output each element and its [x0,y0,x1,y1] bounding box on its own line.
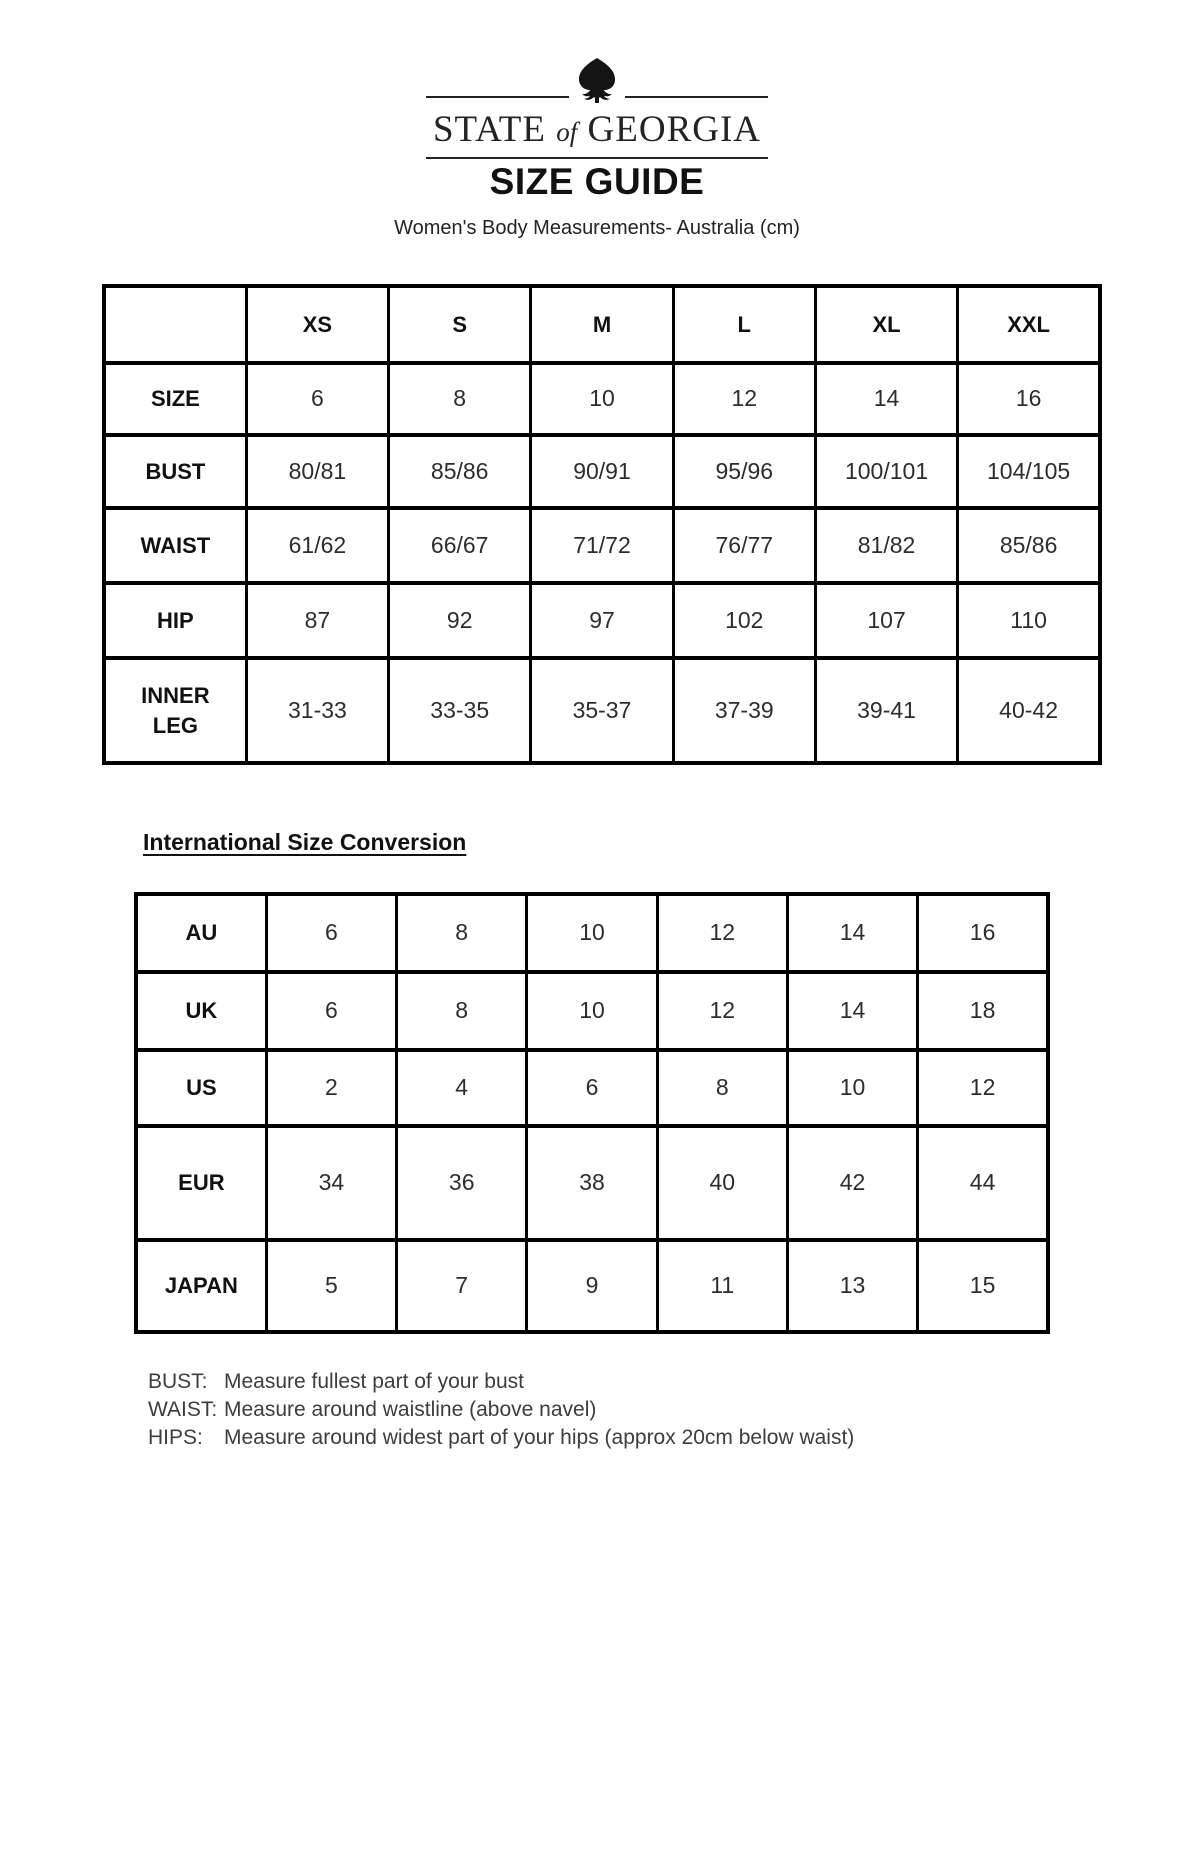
table-cell: 2 [266,1050,396,1126]
table-cell: 6 [266,972,396,1050]
table-cell: 110 [958,583,1100,658]
table-cell: 14 [787,894,917,972]
table-cell: 66/67 [389,508,531,583]
row-label: INNER LEG [104,658,246,763]
table-cell: 37-39 [673,658,815,763]
column-header-xxl: XXL [958,286,1100,363]
table-cell: 4 [397,1050,527,1126]
table-cell: 6 [246,363,388,435]
table-cell: 14 [815,363,957,435]
table-row [104,363,1100,435]
note-label: HIPS: [148,1426,203,1449]
page-title: SIZE GUIDE [489,161,705,202]
table-cell: 90/91 [531,435,673,508]
table-cell: 12 [918,1050,1048,1126]
table-cell: 71/72 [531,508,673,583]
logo-left-rule [426,96,569,98]
row-label: UK [136,972,266,1050]
table-cell: 31-33 [246,658,388,763]
row-label: EUR [136,1126,266,1240]
brand-name [426,104,768,157]
measurement-table [102,284,1102,765]
table-cell: 10 [527,972,657,1050]
table-cell: 40 [657,1126,787,1240]
table-cell: 16 [918,894,1048,972]
row-label: WAIST [104,508,246,583]
column-header-s: S [389,286,531,363]
table-cell: 61/62 [246,508,388,583]
column-header-xl: XL [815,286,957,363]
conversion-table-body [136,894,1048,1332]
row-label: JAPAN [136,1240,266,1332]
table-cell: 15 [918,1240,1048,1332]
note-row [148,1368,1194,1396]
note-label: BUST: [148,1370,208,1393]
brand-name-of: of [556,117,578,147]
note-text: Measure around waistline (above navel) [224,1398,597,1421]
size-guide-page [0,58,1194,1850]
table-cell: 6 [266,894,396,972]
table-cell: 85/86 [389,435,531,508]
table-cell: 42 [787,1126,917,1240]
table-row [104,583,1100,658]
table-cell: 104/105 [958,435,1100,508]
measurement-table-body [104,363,1100,763]
measurement-table-header [104,286,1100,363]
measure-notes [148,1368,1194,1452]
table-row [136,894,1048,972]
table-cell: 5 [266,1240,396,1332]
table-cell: 10 [531,363,673,435]
brand-name-end: GEORGIA [587,109,762,150]
table-cell: 97 [531,583,673,658]
page-subtitle: Women's Body Measurements- Australia (cm) [394,217,800,239]
table-cell: 100/101 [815,435,957,508]
table-cell: 33-35 [389,658,531,763]
note-text: Measure around widest part of your hips (approx 20cm below waist) [224,1426,855,1449]
note-row [148,1396,1194,1424]
table-row [104,435,1100,508]
logo-bottom-rule [426,157,768,159]
conversion-heading: International Size Conversion [143,829,467,855]
table-cell: 8 [397,972,527,1050]
table-cell: 12 [657,894,787,972]
table-cell: 8 [389,363,531,435]
table-row [136,1126,1048,1240]
table-cell: 7 [397,1240,527,1332]
column-header-blank [104,286,246,363]
table-cell: 76/77 [673,508,815,583]
table-cell: 85/86 [958,508,1100,583]
table-cell: 8 [397,894,527,972]
table-row [104,508,1100,583]
table-cell: 36 [397,1126,527,1240]
note-label: WAIST: [148,1398,218,1421]
table-cell: 18 [918,972,1048,1050]
tree-icon [571,58,623,104]
table-cell: 34 [266,1126,396,1240]
table-cell: 107 [815,583,957,658]
table-cell: 38 [527,1126,657,1240]
brand-logo [426,58,768,159]
table-row [136,1240,1048,1332]
table-cell: 81/82 [815,508,957,583]
logo-right-rule [625,96,768,98]
table-cell: 6 [527,1050,657,1126]
conversion-table [134,892,1050,1334]
table-cell: 14 [787,972,917,1050]
row-label: US [136,1050,266,1126]
table-row [136,1050,1048,1126]
table-cell: 12 [657,972,787,1050]
table-cell: 35-37 [531,658,673,763]
table-cell: 10 [787,1050,917,1126]
table-cell: 13 [787,1240,917,1332]
column-header-xs: XS [246,286,388,363]
column-header-m: M [531,286,673,363]
table-cell: 11 [657,1240,787,1332]
table-cell: 39-41 [815,658,957,763]
row-label: SIZE [104,363,246,435]
table-cell: 16 [958,363,1100,435]
header-row [104,286,1100,363]
row-label: AU [136,894,266,972]
table-cell: 95/96 [673,435,815,508]
table-row [104,658,1100,763]
row-label: BUST [104,435,246,508]
table-row [136,972,1048,1050]
table-cell: 40-42 [958,658,1100,763]
table-cell: 44 [918,1126,1048,1240]
table-cell: 10 [527,894,657,972]
table-cell: 92 [389,583,531,658]
table-cell: 12 [673,363,815,435]
row-label: HIP [104,583,246,658]
brand-name-start: STATE [432,109,547,150]
column-header-l: L [673,286,815,363]
table-cell: 8 [657,1050,787,1126]
table-cell: 9 [527,1240,657,1332]
note-row [148,1424,1194,1452]
logo-top-row [426,58,768,104]
table-cell: 102 [673,583,815,658]
note-text: Measure fullest part of your bust [224,1370,524,1393]
table-cell: 87 [246,583,388,658]
table-cell: 80/81 [246,435,388,508]
